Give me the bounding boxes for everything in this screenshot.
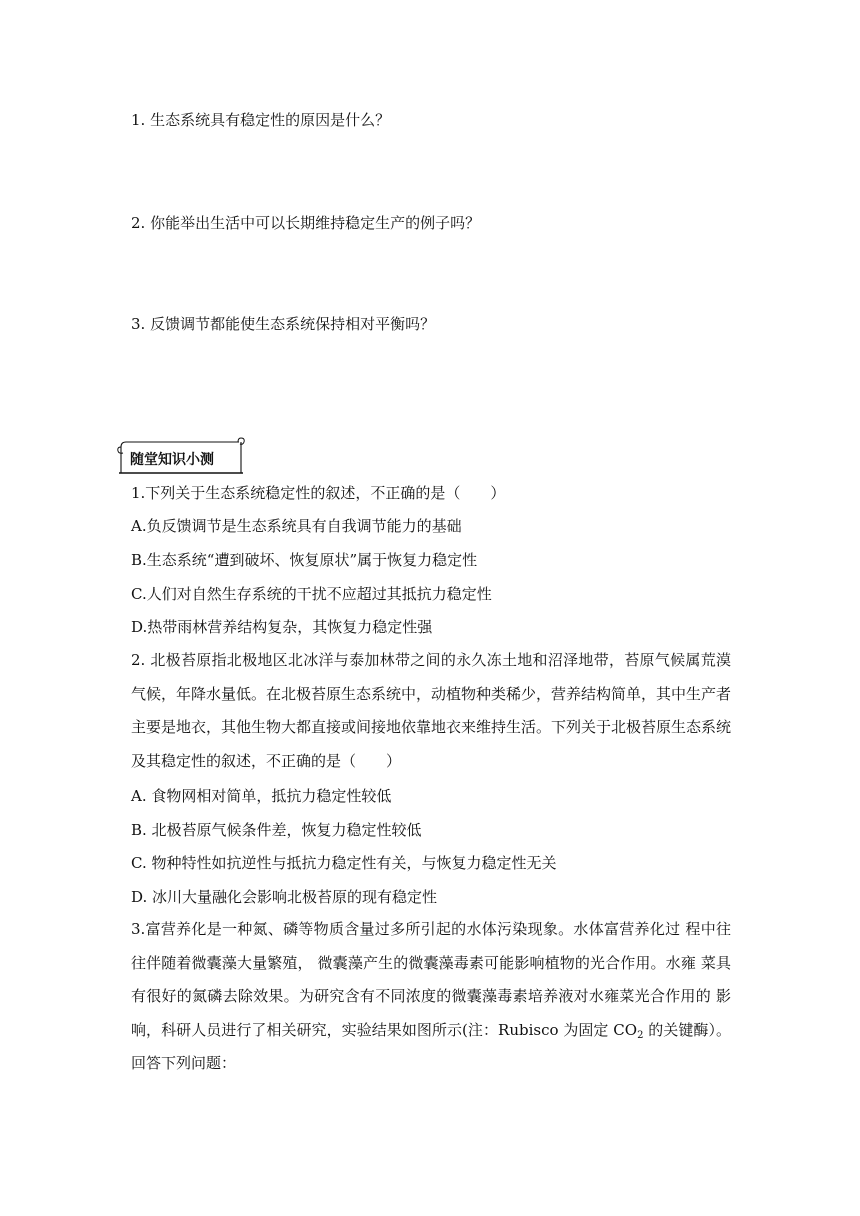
quiz-q2-option-a: A. 食物网相对简单，抵抗力稳定性较低: [131, 787, 392, 805]
quiz-q3-stem-part1: 3.富营养化是一种氮、磷等物质含量过多所引起的水体污染现象。水体富营养化过 程中往往伴随着微囊藻大量繁殖， 微囊藻产生的微囊藻毒素可能影响植物的光合作用。水雍 菜具有很好的氮磷去除效果。为研究含有不同浓度的微囊藻毒素培养液对水雍菜光合作用的 影响，科研人员进行了相关研究，实验结果如图所示(注：Rubisco 为固定 CO: [131, 920, 731, 1039]
reflection-question-2: 2. 你能举出生活中可以长期维持稳定生产的例子吗？: [131, 214, 481, 232]
reflection-question-1: 1. 生态系统具有稳定性的原因是什么？: [131, 111, 391, 129]
section-banner: [116, 436, 246, 476]
quiz-q3-stem: [131, 913, 731, 1081]
quiz-q1-option-a: A.负反馈调节是生态系统具有自我调节能力的基础: [131, 517, 462, 535]
quiz-q1-stem: 1.下列关于生态系统稳定性的叙述，不正确的是（ ）: [131, 484, 506, 502]
quiz-q2-option-d: D. 冰川大量融化会影响北极苔原的现有稳定性: [131, 888, 438, 906]
quiz-q2-option-b: B. 北极苔原气候条件差，恢复力稳定性较低: [131, 821, 422, 839]
quiz-q2-option-c: C. 物种特性如抗逆性与抵抗力稳定性有关，与恢复力稳定性无关: [131, 854, 557, 872]
quiz-q1-option-d: D.热带雨林营养结构复杂，其恢复力稳定性强: [131, 618, 433, 636]
quiz-q3-stem-part2: 的关键酶）。回答下列问题：: [131, 1020, 731, 1072]
quiz-q1-option-b: B.生态系统“遭到破坏、恢复原状”属于恢复力稳定性: [131, 551, 478, 569]
quiz-q2-stem: 2. 北极苔原指北极地区北冰洋与泰加林带之间的永久冻土地和沼泽地带，苔原气候属荒漠气候，年降水量低。在北极苔原生态系统中，动植物种类稀少，营养结构简单，其中生产者主要是地衣，其他生物大都直接或间接地依靠地衣来维持生活。下列关于北极苔原生态系统及其稳定性的叙述，不正确的是（ ）: [131, 651, 732, 770]
reflection-question-3: 3. 反馈调节都能使生态系统保持相对平衡吗？: [131, 315, 436, 333]
section-title: 随堂知识小测: [130, 452, 214, 468]
co2-subscript: 2: [637, 1029, 644, 1041]
quiz-q1-option-c: C.人们对自然生存系统的干扰不应超过其抵抗力稳定性: [131, 585, 492, 603]
